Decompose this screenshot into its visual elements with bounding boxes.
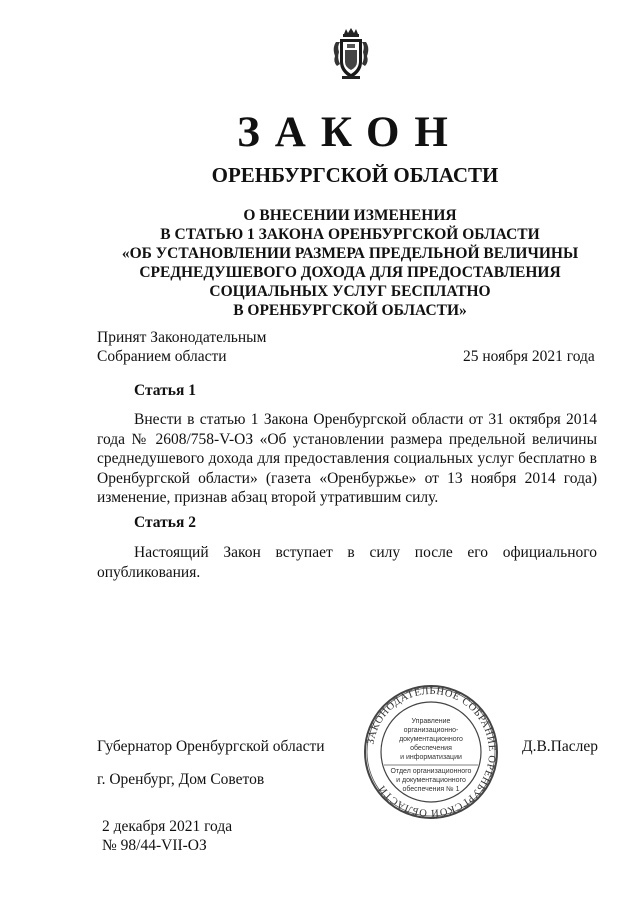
- seal-inner-line: Управление: [411, 718, 451, 725]
- seal-inner-line: Отдел организационного: [390, 768, 472, 775]
- signing-date: 2 декабря 2021 года: [102, 818, 233, 835]
- governor-title: Губернатор Оренбургской области: [97, 738, 325, 755]
- seal-inner-line: документационного: [399, 736, 463, 743]
- seal-inner-line: обеспечения № 1: [402, 786, 460, 793]
- subject-line: СРЕДНЕДУШЕВОГО ДОХОДА ДЛЯ ПРЕДОСТАВЛЕНИЯ: [139, 264, 561, 281]
- seal-outer-text: ЗАКОНОДАТЕЛЬНОЕ СОБРАНИЕ ОРЕНБУРГСКОЙ ОБЛАСТИ: [365, 685, 498, 819]
- coat-of-arms-icon: [330, 28, 372, 82]
- subject-line: О ВНЕСЕНИИ ИЗМЕНЕНИЯ: [243, 207, 457, 224]
- subject-line: В СТАТЬЮ 1 ЗАКОНА ОРЕНБУРГСКОЙ ОБЛАСТИ: [160, 226, 540, 243]
- seal-inner-line: обеспечения: [410, 745, 452, 752]
- region-title: ОРЕНБУРГСКОЙ ОБЛАСТИ: [211, 163, 499, 187]
- signing-place: г. Оренбург, Дом Советов: [97, 771, 265, 788]
- subject-line: «ОБ УСТАНОВЛЕНИИ РАЗМЕРА ПРЕДЕЛЬНОЙ ВЕЛИЧИНЫ: [121, 245, 579, 262]
- official-seal-stamp: [362, 683, 500, 821]
- article-2-heading: Статья 2: [134, 514, 196, 531]
- article-1-heading: Статья 1: [134, 382, 196, 399]
- subject-line: В ОРЕНБУРГСКОЙ ОБЛАСТИ»: [233, 302, 467, 319]
- seal-inner-line: организационно-: [403, 727, 459, 734]
- adoption-body: [97, 328, 266, 366]
- adoption-date: 25 ноября 2021 года: [463, 348, 595, 365]
- law-subject: [100, 206, 600, 320]
- law-number: № 98/44-VII-ОЗ: [102, 837, 207, 854]
- document-title: ЗАКОН: [237, 109, 463, 156]
- adoption-line: Собранием области: [97, 348, 227, 365]
- adoption-line: Принят Законодательным: [97, 329, 267, 346]
- article-1-text: Внести в статью 1 Закона Оренбургской области от 31 октября 2014 года № 2608/758-V-ОЗ «Об установлении размера предельной величины среднедушевого дохода для предоставления социальных услуг бесплатно в Оренбургской области» (газета «Оренбуржье» от 13 ноября 2014 года) изменение, признав абзац второй утратившим силу.: [97, 411, 597, 506]
- subject-line: СОЦИАЛЬНЫХ УСЛУГ БЕСПЛАТНО: [209, 283, 491, 300]
- governor-name: Д.В.Паслер: [522, 738, 598, 755]
- seal-inner-line: и информатизации: [400, 754, 462, 761]
- seal-inner-line: и документационного: [396, 777, 466, 784]
- article-2-text: Настоящий Закон вступает в силу после его официального опубликования.: [97, 544, 597, 581]
